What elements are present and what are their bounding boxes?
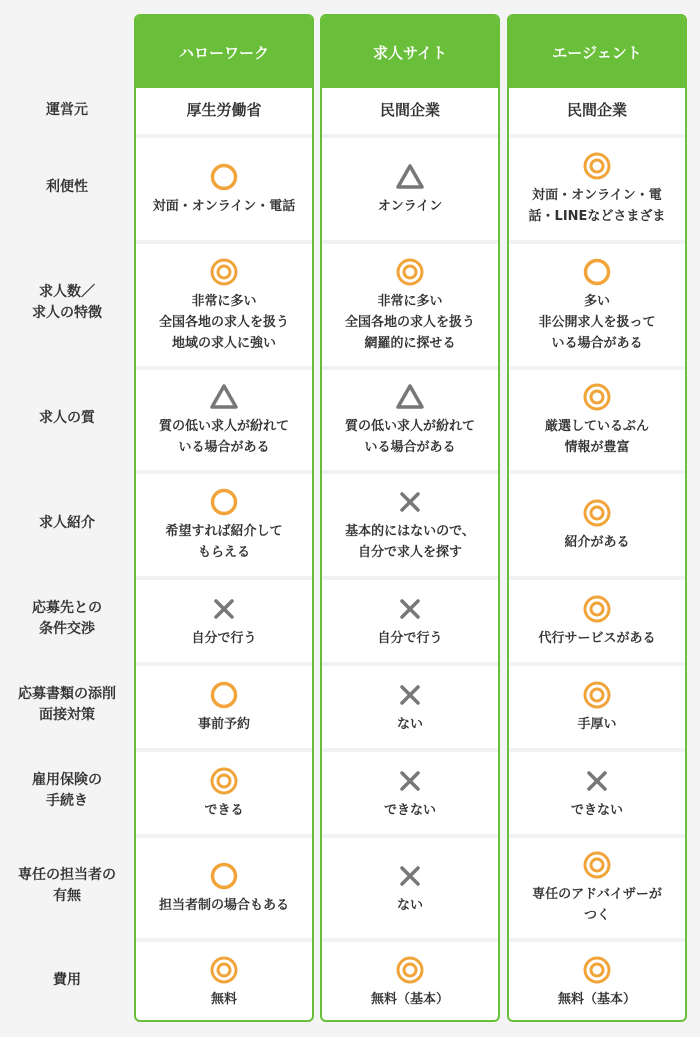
cell-text: 厳選しているぶん 情報が豊富 — [544, 419, 649, 455]
table-cell — [136, 938, 312, 1022]
cell-text: 専任のアドバイザーが つく — [532, 887, 662, 923]
table-cell — [322, 86, 498, 134]
double-circle-mark-icon — [209, 766, 239, 796]
cell-text: 無料（基本） — [370, 991, 449, 1007]
cross-mark-icon — [395, 861, 425, 891]
double-circle-mark-icon — [582, 955, 612, 985]
cell-text: 多い 非公開求人を扱って いる場合がある — [538, 293, 656, 351]
table-cell — [509, 576, 685, 662]
table-cell — [136, 748, 312, 834]
cell-text: 紹介がある — [564, 534, 630, 550]
row-label: 求人紹介 — [39, 514, 95, 531]
triangle-mark-icon — [395, 162, 425, 192]
row-label: 費用 — [53, 971, 81, 988]
table-cell — [509, 86, 685, 134]
table-cell — [136, 470, 312, 576]
table-cell — [509, 748, 685, 834]
cell-text: 希望すれば紹介して もらえる — [165, 524, 283, 560]
table-cell — [322, 834, 498, 938]
table-cell — [509, 834, 685, 938]
cross-mark-icon — [395, 766, 425, 796]
double-circle-mark-icon — [395, 257, 425, 287]
table-cell — [509, 134, 685, 240]
cell-text: 自分で行う — [191, 630, 257, 646]
table-cell — [509, 366, 685, 470]
cell-text: 無料（基本） — [557, 991, 636, 1007]
table-cell — [136, 134, 312, 240]
row-label: 求人の質 — [39, 409, 95, 426]
cell-text: できる — [204, 802, 244, 818]
triangle-mark-icon — [209, 382, 239, 412]
cell-text: 無料 — [210, 991, 237, 1007]
double-circle-mark-icon — [582, 382, 612, 412]
column-job-site — [320, 14, 500, 1022]
cell-text: オンライン — [377, 198, 443, 214]
table-cell — [136, 662, 312, 748]
column-header: ハローワーク — [136, 16, 312, 88]
row-label: 雇用保険の 手続き — [32, 772, 102, 809]
cell-text: 民間企業 — [379, 100, 440, 119]
table-cell — [509, 662, 685, 748]
cross-mark-icon — [395, 594, 425, 624]
table-cell — [322, 938, 498, 1022]
table-cell — [509, 938, 685, 1022]
circle-mark-icon — [209, 162, 239, 192]
table-cell — [136, 240, 312, 366]
table-cell — [322, 662, 498, 748]
cell-text: 対面・オンライン・電話 — [152, 198, 296, 214]
cross-mark-icon — [395, 680, 425, 710]
cell-text: 代行サービスがある — [538, 630, 656, 646]
double-circle-mark-icon — [582, 498, 612, 528]
cell-text: 対面・オンライン・電 話・LINEなどさまざま — [528, 188, 666, 224]
triangle-mark-icon — [395, 382, 425, 412]
double-circle-mark-icon — [209, 955, 239, 985]
double-circle-mark-icon — [395, 955, 425, 985]
column-agent — [507, 14, 687, 1022]
table-cell — [322, 576, 498, 662]
table-cell — [136, 834, 312, 938]
table-cell — [322, 134, 498, 240]
double-circle-mark-icon — [582, 680, 612, 710]
cell-text: 質の低い求人が紛れて いる場合がある — [158, 419, 289, 455]
cell-text: ない — [396, 897, 423, 913]
cell-text: 非常に多い 全国各地の求人を扱う 地域の求人に強い — [158, 293, 289, 351]
table-cell — [322, 470, 498, 576]
circle-mark-icon — [209, 680, 239, 710]
double-circle-mark-icon — [209, 257, 239, 287]
table-cell — [322, 748, 498, 834]
column-hellowork — [134, 14, 314, 1022]
table-cell — [136, 576, 312, 662]
cell-text: 手厚い — [577, 716, 617, 732]
cell-text: 民間企業 — [566, 100, 627, 119]
table-cell — [322, 240, 498, 366]
column-header: エージェント — [509, 16, 685, 88]
circle-mark-icon — [209, 861, 239, 891]
cross-mark-icon — [395, 487, 425, 517]
cell-text: 非常に多い 全国各地の求人を扱う 網羅的に探せる — [344, 293, 475, 351]
cell-text: 厚生労働省 — [186, 100, 262, 119]
double-circle-mark-icon — [582, 594, 612, 624]
table-cell — [509, 470, 685, 576]
table-cell — [322, 366, 498, 470]
row-label: 応募書類の添削 面接対策 — [18, 686, 116, 723]
cross-mark-icon — [582, 766, 612, 796]
cell-text: できない — [383, 802, 436, 818]
cell-text: 自分で行う — [377, 630, 443, 646]
row-label: 求人数／ 求人の特徴 — [32, 284, 102, 321]
table-cell — [509, 240, 685, 366]
row-label: 専任の担当者の 有無 — [18, 867, 116, 904]
cell-text: 質の低い求人が紛れて いる場合がある — [344, 419, 475, 455]
row-label: 応募先との 条件交渉 — [32, 600, 102, 637]
row-label: 運営元 — [46, 101, 88, 118]
table-cell — [136, 366, 312, 470]
circle-mark-icon — [582, 257, 612, 287]
double-circle-mark-icon — [582, 151, 612, 181]
cross-mark-icon — [209, 594, 239, 624]
column-header: 求人サイト — [322, 16, 498, 88]
row-label: 利便性 — [46, 178, 88, 195]
double-circle-mark-icon — [582, 850, 612, 880]
cell-text: ない — [396, 716, 423, 732]
cell-text: できない — [570, 802, 623, 818]
cell-text: 担当者制の場合もある — [158, 897, 289, 913]
circle-mark-icon — [209, 487, 239, 517]
cell-text: 事前予約 — [197, 716, 250, 732]
table-cell — [136, 86, 312, 134]
cell-text: 基本的にはないので、 自分で求人を探す — [345, 524, 475, 560]
